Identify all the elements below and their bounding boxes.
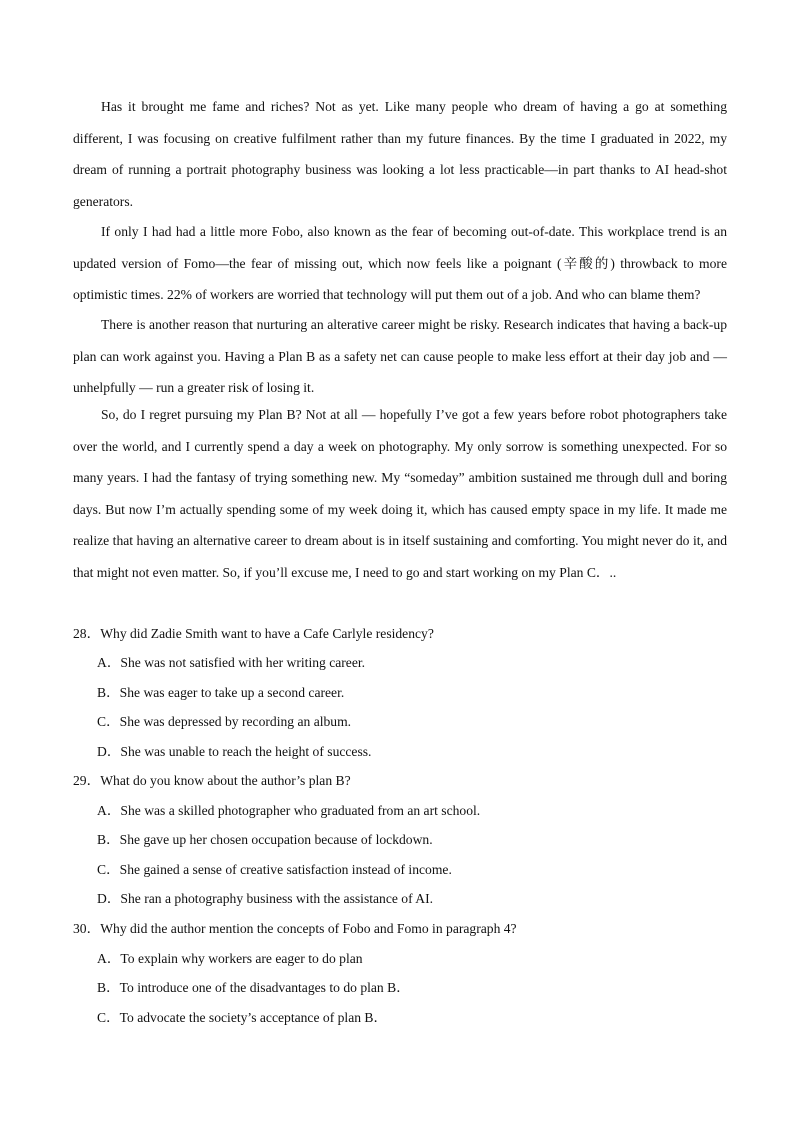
option-letter: A． [97,951,121,966]
question-text: Why did the author mention the concepts of Fobo and Fomo in paragraph 4? [100,921,517,936]
option-text: She was eager to take up a second career. [119,685,345,700]
question-29-option-a [97,801,480,821]
question-28 [73,624,434,644]
option-text: She ran a photography business with the assistance of AI. [120,891,434,906]
question-29 [73,771,351,791]
question-28-option-d [97,742,371,762]
option-text: She gained a sense of creative satisfaction instead of income. [119,862,452,877]
option-text: To advocate the society’s acceptance of plan B． [119,1010,388,1025]
option-letter: B． [97,832,120,847]
question-number: 28． [73,626,101,641]
option-letter: D． [97,744,121,759]
option-letter: A． [97,803,121,818]
question-number: 29． [73,773,101,788]
question-29-option-b [97,830,433,850]
option-text: She gave up her chosen occupation because of lockdown. [119,832,433,847]
question-text: Why did Zadie Smith want to have a Cafe Carlyle residency? [100,626,434,641]
option-text: To explain why workers are eager to do plan [120,951,363,966]
option-text: She was unable to reach the height of success. [120,744,372,759]
question-30-option-a [97,949,363,969]
passage-paragraph-2: If only I had had a little more Fobo, also known as the fear of becoming out-of-date. This workplace trend is an updated version of Fomo—the fear of missing out, which now feels like a poignant (辛酸的) throwback to more optimistic times. 22% of workers are worried that technology will put them out of a job. And who can blame them? [73,224,727,302]
option-letter: B． [97,685,120,700]
option-letter: D． [97,891,121,906]
option-text: To introduce one of the disadvantages to do plan B． [119,980,410,995]
passage-paragraph-3: There is another reason that nurturing an alterative career might be risky. Research indicates that having a back-up plan can work against you. Having a Plan B as a safety net can cause people to make less effort at their day job and — unhelpfully — run a greater risk of losing it. [73,317,727,395]
option-text: She was depressed by recording an album. [119,714,352,729]
question-30 [73,919,517,939]
option-letter: C． [97,1010,120,1025]
question-30-option-b [97,978,410,998]
question-number: 30． [73,921,101,936]
option-letter: B． [97,980,120,995]
option-letter: A． [97,655,121,670]
question-28-option-b [97,683,344,703]
question-30-option-c [97,1008,387,1028]
option-text: She was not satisfied with her writing career. [120,655,366,670]
option-letter: C． [97,862,120,877]
passage-paragraph-1: Has it brought me fame and riches? Not as yet. Like many people who dream of having a go at something different, I was focusing on creative fulfilment rather than my future finances. By the time I graduated in 2022, my dream of running a portrait photography business was looking a lot less practicable—in part thanks to AI head-shot generators. [73,99,727,209]
question-text: What do you know about the author’s plan B? [100,773,351,788]
option-letter: C． [97,714,120,729]
question-29-option-d [97,889,433,909]
option-text: She was a skilled photographer who graduated from an art school. [120,803,481,818]
question-29-option-c [97,860,452,880]
passage-paragraph-4: So, do I regret pursuing my Plan B? Not at all — hopefully I’ve got a few years before robot photographers take over the world, and I currently spend a day a week on photography. My only sorrow is something unexpected. For so many years. I had the fantasy of trying something new. My “someday” ambition sustained me through dull and boring days. But now I’m actually spending some of my week doing it, which has caused empty space in my life. It made me realize that having an alternative career to dream about is in itself sustaining and comforting. You might never do it, and that might not even matter. So, if you’ll excuse me, I need to go and start working on my Plan C．.. [73,407,727,580]
question-28-option-a [97,653,365,673]
question-28-option-c [97,712,351,732]
